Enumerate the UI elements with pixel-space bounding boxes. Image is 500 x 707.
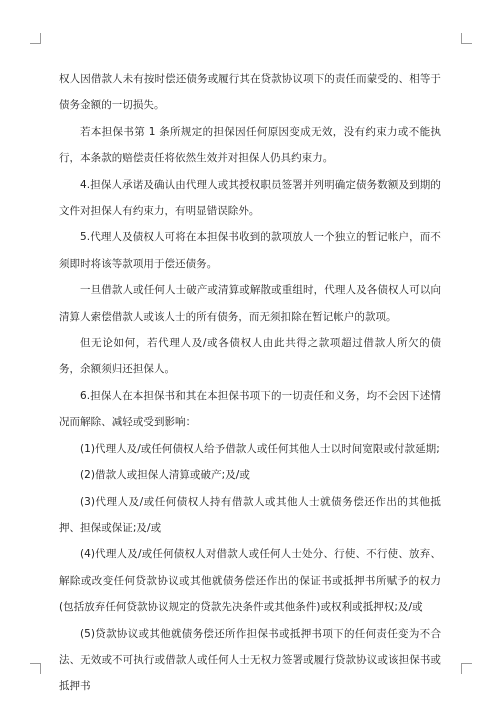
page-corner-mark-bottom-right (461, 663, 472, 674)
list-item: (2)借款人或担保人清算或破产;及/或 (80, 469, 250, 482)
paragraph: 4.担保人承诺及确认由代理人或其授权职员签署并列明确定债务数额及到期的文件对担保人有约束力，有明显错误除外。 (59, 178, 441, 218)
paragraph: 6.担保人在本担保书和其在本担保书项下的一切责任和义务，均不会因下述情况而解除、减轻或受到影响： (59, 389, 441, 429)
paragraph: 权人因借款人未有按时偿还债务或履行其在贷款协议项下的责任而蒙受的、相等于债务金额的一切损失。 (59, 73, 441, 112)
list-item: (5)贷款协议或其他就债务偿还所作担保书或抵押书项下的任何责任变为不合法、无效或不可执行或借款人或任何人士无权力签署或履行贷款协议或该担保书或抵押书 (59, 627, 441, 693)
list-item: (3)代理人及/或任何债权人持有借款人或其他人士就债务偿还作出的其他抵押、担保或保证;及/或 (59, 495, 441, 534)
page-corner-mark-bottom-left (30, 663, 41, 674)
list-item: (1)代理人及/或任何债权人给予借款人或任何其他人士以时间宽限或付款延期; (80, 442, 440, 455)
paragraph: 一旦借款人或任何人士破产或清算或解散或重组时，代理人及各债权人可以向清算人索偿借款人或该人士的所有债务，而无须扣除在暂记帐户的款项。 (59, 284, 441, 323)
paragraph: 5.代理人及债权人可将在本担保书收到的款项放人一个独立的暂记帐户，而不须即时将该等款项用于偿还债务。 (59, 231, 441, 270)
page-corner-mark-top-right (461, 33, 472, 44)
paragraph: 但无论如何，若代理人及/或各债权人由此共得之款项超过借款人所欠的债务，余额须归还担保人。 (59, 337, 441, 376)
document-body (59, 66, 441, 700)
list-item: (4)代理人及/或任何债权人对借款人或任何人士处分、行使、不行使、放弃、解除或改变任何贷款协议或其他就债务偿还作出的保证书或抵押书所赋予的权力(包括放弃任何贷款协议规定的贷款先决条件或其他条件)或权利或抵押权;及/或 (59, 548, 441, 614)
paragraph: 若本担保书第 1 条所规定的担保因任何原因变成无效，没有约束力或不能执行，本条款的赔偿责任将依然生效并对担保人仍具约束力。 (59, 125, 441, 165)
page-corner-mark-top-left (30, 33, 41, 44)
